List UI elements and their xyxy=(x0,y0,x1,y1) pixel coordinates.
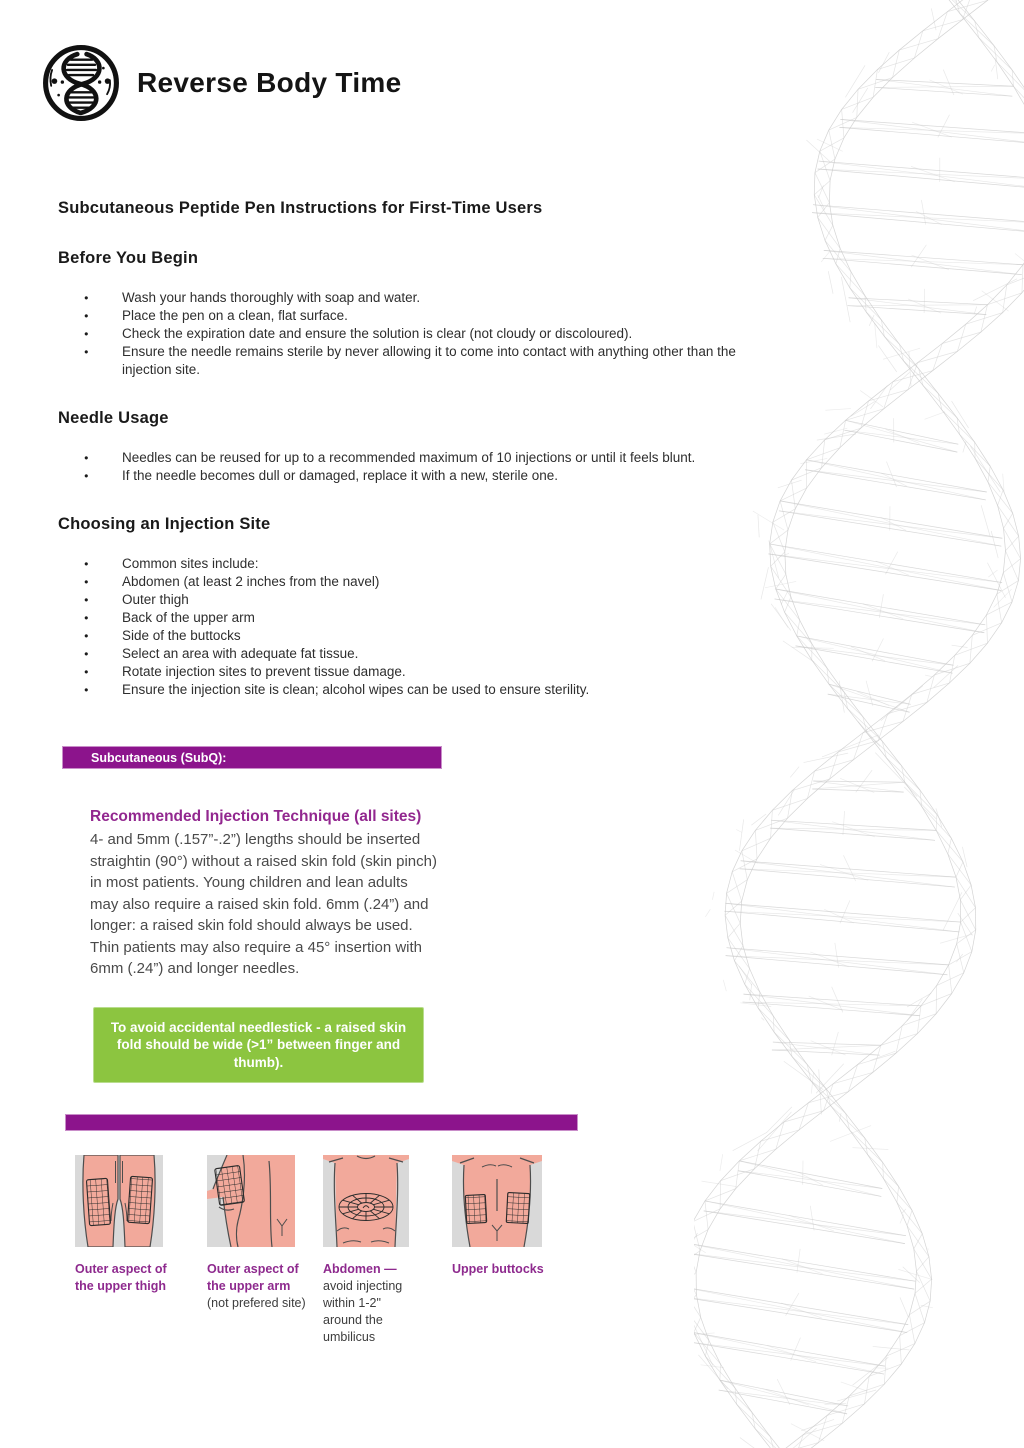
divider-bar xyxy=(65,1114,578,1131)
technique-heading: Recommended Injection Technique (all sites) xyxy=(90,808,422,825)
list-item xyxy=(58,645,788,663)
brand-header xyxy=(40,42,401,124)
list-item xyxy=(58,663,788,681)
upper-buttocks-figure xyxy=(452,1155,542,1247)
upper-arm-figure xyxy=(207,1155,295,1247)
bullet-icon: ● xyxy=(84,595,89,604)
list-item xyxy=(58,289,788,307)
site-label: Upper buttocks xyxy=(452,1262,544,1276)
site-label: Outer aspect of the upper arm xyxy=(207,1262,299,1293)
bullet-icon: ● xyxy=(84,559,89,568)
subq-infographic xyxy=(62,746,622,1131)
site-upper-buttocks xyxy=(452,1155,574,1278)
document-body xyxy=(58,197,788,699)
bullet-icon: ● xyxy=(84,311,89,320)
section-needle-usage xyxy=(58,407,788,485)
technique-text: 4- and 5mm (.157”-.2”) lengths should be inserted straightin (90°) without a raised skin fold (skin pinch) in most patients. Young children and lean adults may also require a raised skin fold. 6mm (.24”) and longer: a raised skin fold should always be used. Thin patients may also require a 45° insertion with 6mm (.24”) and longer needles. xyxy=(90,831,437,977)
list-item xyxy=(58,591,788,609)
section-choosing-injection-site xyxy=(58,513,788,699)
bullet-text: Ensure the needle remains sterile by never allowing it to come into contact with anything other than the injection site. xyxy=(122,344,736,377)
bullet-icon: ● xyxy=(84,293,89,302)
section-heading: Before You Begin xyxy=(58,249,199,267)
bullet-icon: ● xyxy=(84,649,89,658)
section-before-you-begin xyxy=(58,247,788,379)
outer-thigh-figure xyxy=(75,1155,163,1247)
bullet-text: Side of the buttocks xyxy=(122,628,241,643)
bullet-text: Wash your hands thoroughly with soap and water. xyxy=(122,290,421,305)
bullet-text: Ensure the injection site is clean; alcohol wipes can be used to ensure sterility. xyxy=(122,682,590,697)
site-note: (not prefered site) xyxy=(207,1296,306,1310)
subq-banner xyxy=(62,746,442,769)
bullet-text: Abdomen (at least 2 inches from the navel) xyxy=(122,574,380,589)
bullet-icon: ● xyxy=(84,631,89,640)
list-item xyxy=(58,555,788,573)
list-item xyxy=(58,609,788,627)
bullet-icon: ● xyxy=(84,453,89,462)
bullet-icon: ● xyxy=(84,667,89,676)
site-note: avoid injecting within 1-2" around the umbilicus xyxy=(323,1279,403,1344)
bullet-text: Check the expiration date and ensure the solution is clear (not cloudy or discoloured). xyxy=(122,326,633,341)
bullet-text: Needles can be reused for up to a recommended maximum of 10 injections or until it feels blunt. xyxy=(122,450,696,465)
bullet-text: Common sites include: xyxy=(122,556,259,571)
bullet-text: Place the pen on a clean, flat surface. xyxy=(122,308,348,323)
list-item xyxy=(58,573,788,591)
section-heading: Choosing an Injection Site xyxy=(58,515,271,533)
bullet-text: Outer thigh xyxy=(122,592,189,607)
section-heading: Needle Usage xyxy=(58,409,169,427)
brand-name: Reverse Body Time xyxy=(137,67,402,98)
site-label: Outer aspect of the upper thigh xyxy=(75,1262,167,1293)
list-item xyxy=(58,449,788,467)
bullet-text: If the needle becomes dull or damaged, replace it with a new, sterile one. xyxy=(122,468,559,483)
site-outer-thigh xyxy=(75,1155,187,1295)
bullet-icon: ● xyxy=(84,577,89,586)
subq-banner-label: Subcutaneous (SubQ): xyxy=(91,750,227,765)
bullet-icon: ● xyxy=(84,685,89,694)
bullet-text: Rotate injection sites to prevent tissue damage. xyxy=(122,664,406,679)
bullet-icon: ● xyxy=(84,347,89,356)
bullet-icon: ● xyxy=(84,471,89,480)
list-item xyxy=(58,681,788,699)
list-item xyxy=(58,343,788,379)
list-item xyxy=(58,325,788,343)
bullet-icon: ● xyxy=(84,613,89,622)
needlestick-warning-box: To avoid accidental needlestick - a raised skin fold should be wide (>1” between finger and thumb). xyxy=(93,1007,424,1084)
dna-logo-icon xyxy=(40,42,122,124)
site-abdomen xyxy=(323,1155,409,1346)
injection-site-figures xyxy=(75,1155,675,1405)
site-upper-arm xyxy=(207,1155,307,1312)
page-title: Subcutaneous Peptide Pen Instructions for First-Time Users xyxy=(58,199,543,217)
list-item xyxy=(58,627,788,645)
bullet-text: Select an area with adequate fat tissue. xyxy=(122,646,359,661)
list-item xyxy=(58,467,788,485)
bullet-icon: ● xyxy=(84,329,89,338)
bullet-text: Back of the upper arm xyxy=(122,610,255,625)
site-label: Abdomen — xyxy=(323,1262,397,1276)
list-item xyxy=(58,307,788,325)
abdomen-figure xyxy=(323,1155,409,1247)
